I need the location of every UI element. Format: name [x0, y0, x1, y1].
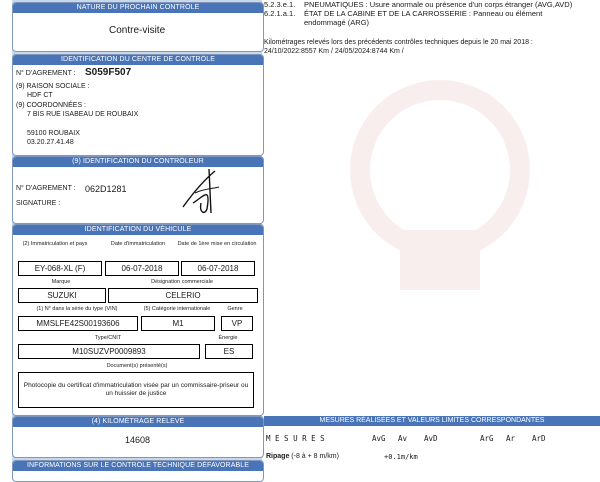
vehicle-panel — [12, 224, 264, 416]
designation-value: CELERIO — [108, 288, 258, 303]
info-header: INFORMATIONS SUR LE CONTRÔLE TECHNIQUE DÉFAVORABLE — [13, 461, 263, 471]
marque-value: SUZUKI — [18, 288, 106, 303]
energie-value: ES — [205, 344, 253, 359]
ripage-limits: (-8 à + 8 m/km) — [291, 453, 339, 460]
center-phone: 03.20.27.41.48 — [27, 139, 74, 146]
inspector-agrement-value: 062D1281 — [85, 184, 127, 194]
defect-code: 5.2.3.e.1. — [264, 0, 296, 9]
ripage-label: Ripage — [266, 453, 290, 460]
categorie-value: M1 — [141, 316, 215, 331]
designation-label: Désignation commerciale — [151, 279, 213, 285]
center-coord-label: (9) COORDONNÉES : — [16, 102, 87, 109]
center-agrement-label: N° D'AGREMENT : — [16, 70, 76, 77]
genre-value: VP — [221, 316, 253, 331]
docs-value: Photocopie du certificat d'immatriculation visée par un commissaire-priseur ou un huissier de justice — [18, 372, 254, 408]
mileage-header: (4) KILOMÉTRAGE RELEVÉ — [13, 417, 263, 427]
immat-value: EY-068-XL (F) — [18, 261, 102, 276]
inspector-agrement-label: N° D'AGREMENT : — [16, 185, 76, 192]
center-raison-label: (9) RAISON SOCIALE : — [16, 83, 90, 90]
measures-col-avg: AvG — [372, 434, 386, 443]
energie-label: Énergie — [218, 335, 238, 341]
type-label: Type/CNIT — [94, 335, 122, 341]
measures-col-av: Av — [398, 434, 408, 443]
vin-label: (1) N° dans la série du type (VIN) — [36, 306, 118, 312]
left-column — [12, 0, 262, 470]
measures-title: M E S U R E S — [266, 434, 325, 443]
first-use-value: 06-07-2018 — [181, 261, 255, 276]
ripage-row — [266, 453, 339, 460]
mileage-panel — [12, 416, 264, 458]
measures-col-ard: ArD — [532, 434, 546, 443]
signature-image — [163, 163, 233, 219]
measures-col-avd: AvD — [424, 434, 438, 443]
vehicle-header: IDENTIFICATION DU VÉHICULE — [13, 225, 263, 235]
defect-text: PNEUMATIQUES : Usure anormale ou présence d'un corps étranger (AVG,AVD) — [304, 0, 573, 9]
center-raison-value: HDF CT — [27, 92, 53, 99]
measures-col-ar: Ar — [506, 434, 516, 443]
inspector-panel — [12, 156, 264, 224]
measures-header: MESURES RÉALISÉES ET VALEURS LIMITES CORRESPONDANTES — [264, 416, 600, 426]
docs-label: Document(s) présenté(s) — [106, 363, 168, 369]
immat-date-label: Date d'immatriculation — [110, 241, 166, 247]
center-panel — [12, 54, 264, 156]
km-history: Kilométrages relevés lors des précédents contrôles techniques depuis le 20 mai 2018 : 24/10/2022:8557 Km / 24/05/2024:8744 Km / — [264, 39, 533, 55]
defect-text: ÉTAT DE LA CABINE ET DE LA CARROSSERIE : Panneau ou élément endommagé (ARG) — [304, 9, 543, 27]
type-value: M10SUZVP0009893 — [18, 344, 200, 359]
vin-value: MMSLFE42S00193606 — [18, 316, 138, 331]
next-inspection-header: NATURE DU PROCHAIN CONTRÔLE — [13, 3, 263, 13]
center-address-line2: 59100 ROUBAIX — [27, 130, 80, 137]
next-inspection-value: Contre-visite — [109, 25, 166, 36]
inspector-header: (9) IDENTIFICATION DU CONTRÔLEUR — [13, 157, 263, 167]
measures-col-arg: ArG — [480, 434, 494, 443]
categorie-label: (5) Catégorie internationale — [143, 306, 211, 312]
defect-code: 6.2.1.a.1. — [264, 9, 296, 18]
center-agrement-value: S059F507 — [85, 67, 132, 78]
mileage-value: 14608 — [125, 435, 151, 445]
next-inspection-panel — [12, 2, 264, 52]
info-panel — [12, 460, 264, 482]
genre-label: Genre — [227, 306, 243, 312]
inspector-signature-label: SIGNATURE : — [16, 200, 61, 207]
watermark-logo — [330, 60, 550, 300]
ripage-value: +0.1m/km — [384, 453, 418, 461]
defect-item — [264, 9, 598, 27]
defect-item — [264, 0, 598, 9]
marque-label: Marque — [51, 279, 71, 285]
immat-date-value: 06-07-2018 — [105, 261, 179, 276]
center-address-line1: 7 BIS RUE ISABEAU DE ROUBAIX — [27, 111, 139, 118]
immat-label: (2) Immatriculation et pays — [22, 241, 88, 247]
first-use-label: Date de 1ère mise en circulation — [177, 241, 257, 247]
center-header: IDENTIFICATION DU CENTRE DE CONTRÔLE — [13, 55, 263, 65]
defect-list — [264, 0, 598, 56]
